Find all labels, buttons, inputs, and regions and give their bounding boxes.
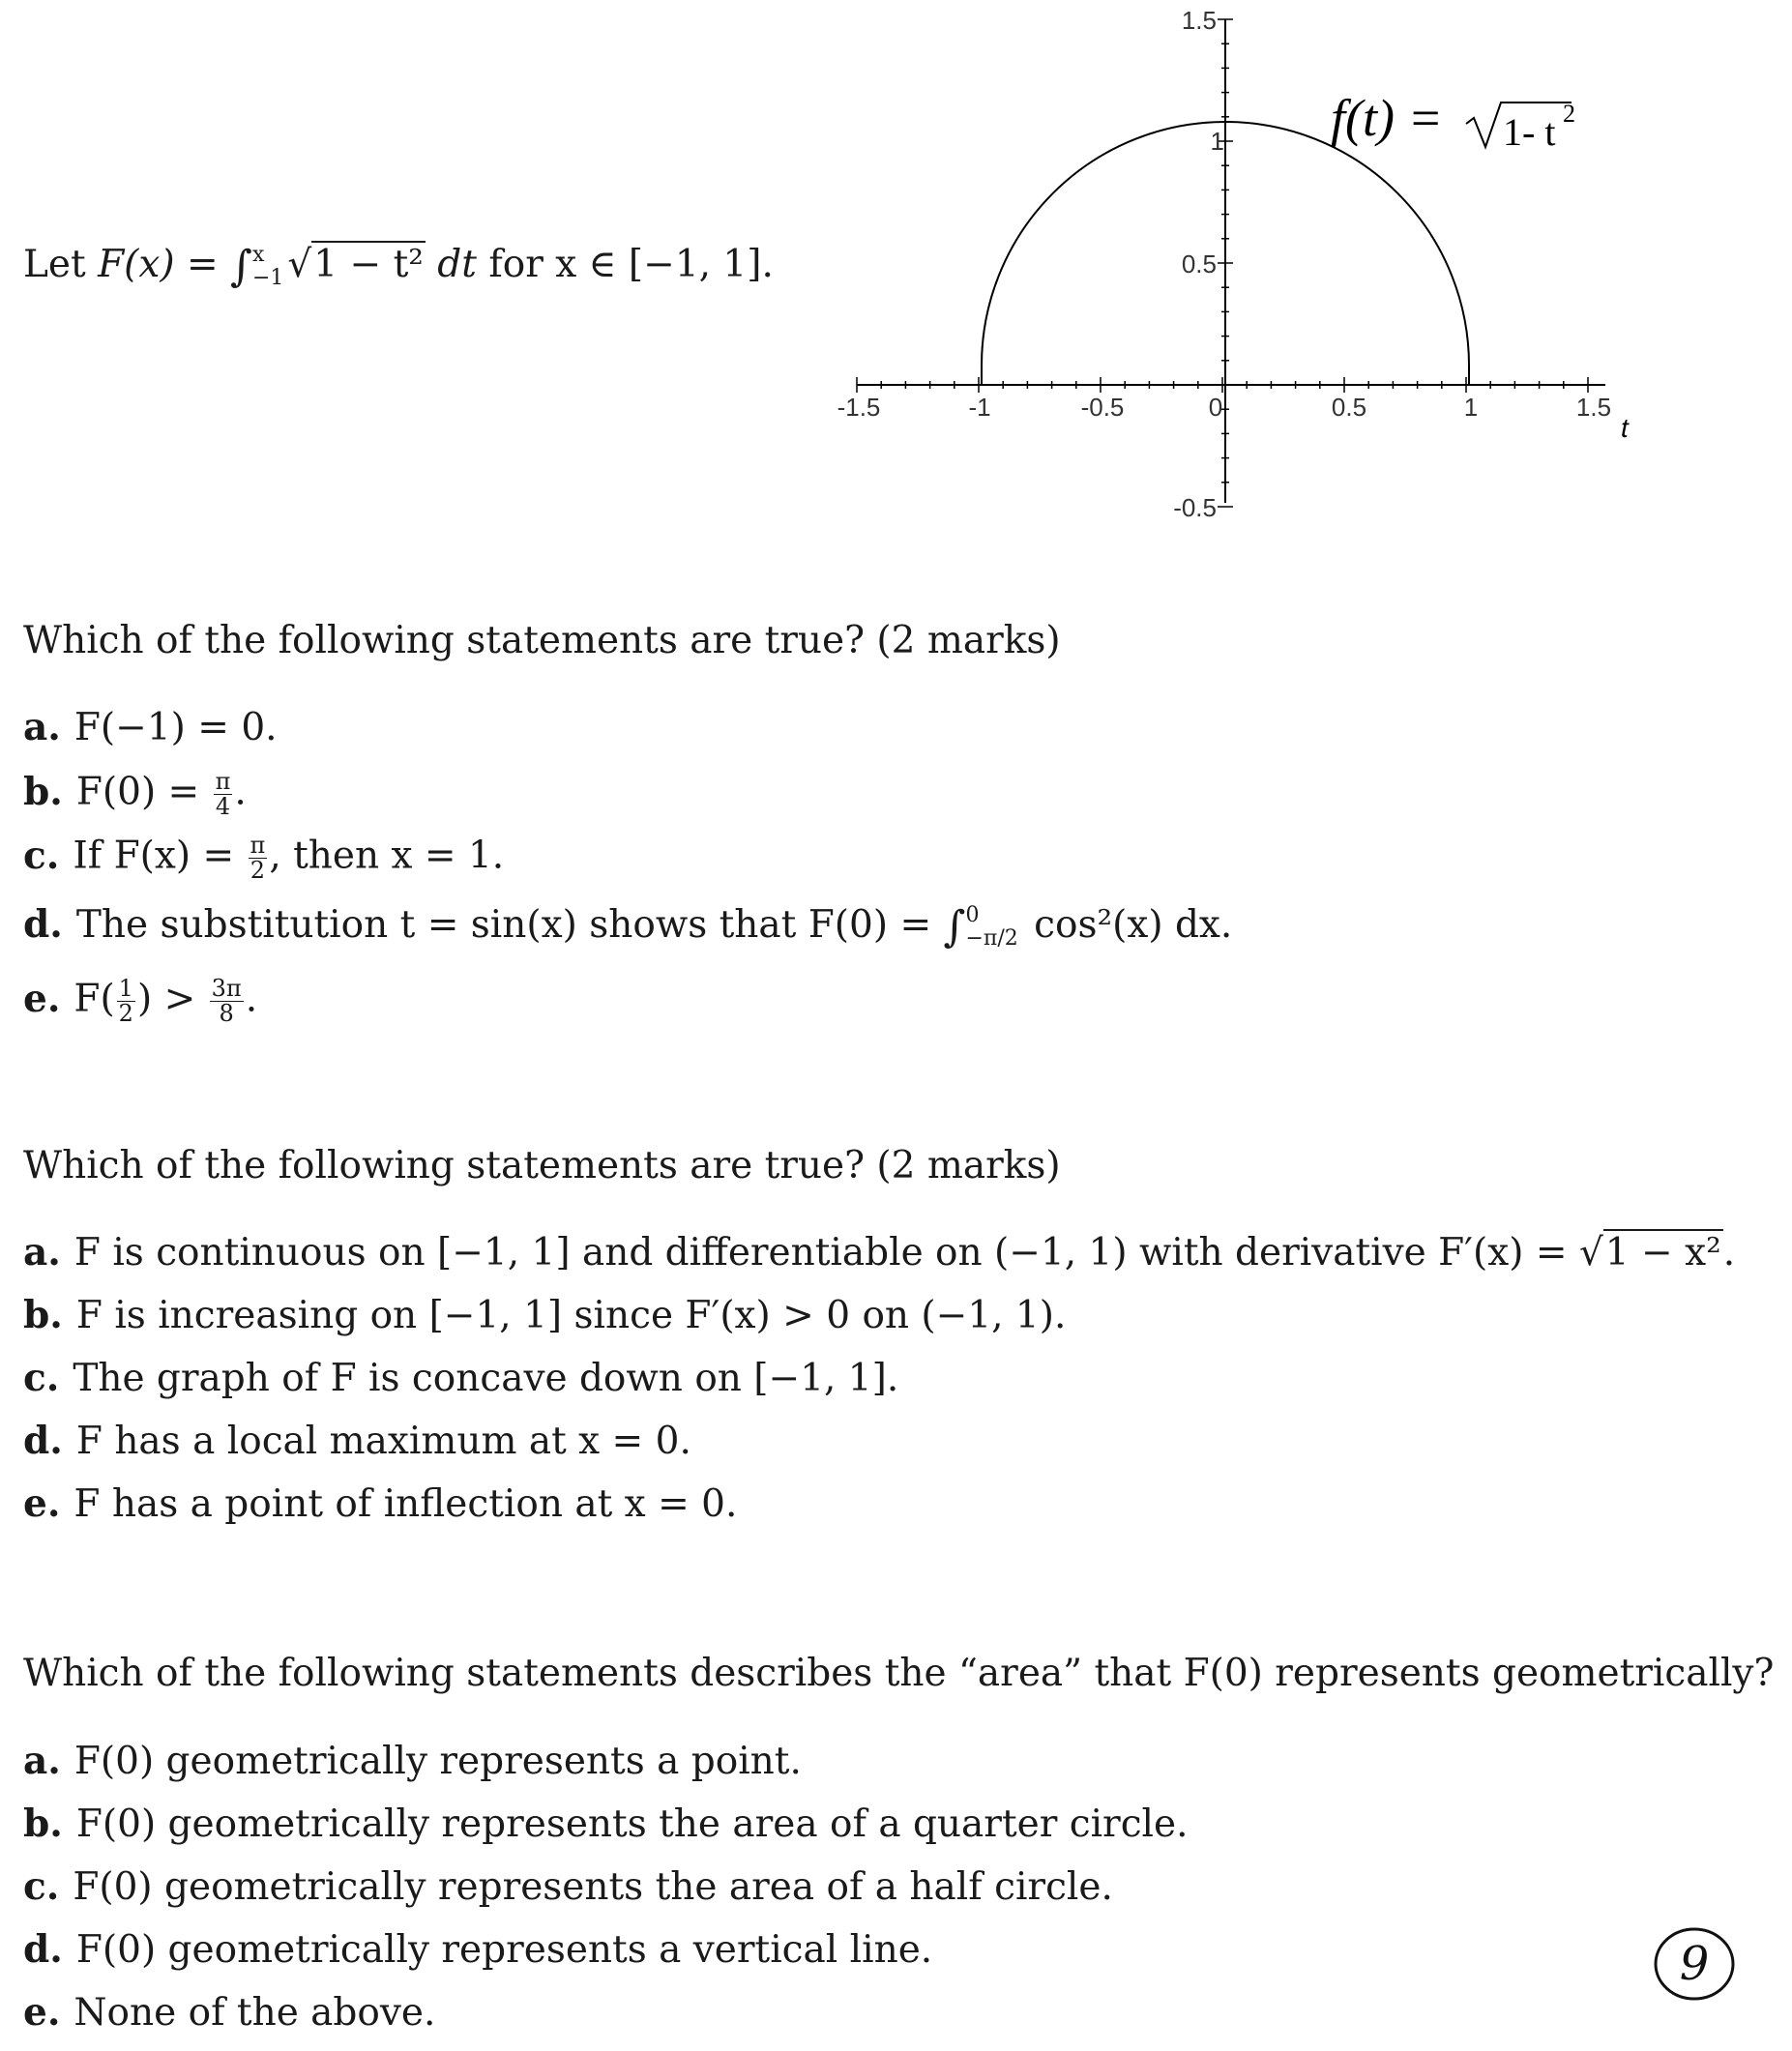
numerator: π (215, 768, 231, 795)
x-tick-label: -0.5 (1080, 393, 1125, 422)
intro-lead: Let (23, 243, 99, 286)
option-label: a. (23, 705, 61, 749)
y-tick-label: 1 (1210, 127, 1224, 156)
function-exponent: 2 (1563, 100, 1575, 128)
option-text: The graph of F is concave down on [−1, 1]. (73, 1357, 899, 1400)
option-text-end: cos²(x) dx. (1021, 903, 1233, 947)
intro-var: F(x) (98, 243, 175, 286)
option-text: F has a local maximum at x = 0. (75, 1420, 691, 1463)
option-label: b. (23, 1293, 63, 1337)
option-text: F is increasing on [−1, 1] since F′(x) > 0 on (−1, 1). (75, 1294, 1067, 1337)
y-tick-label: -0.5 (1173, 493, 1217, 522)
y-tick-label: 1.5 (1181, 6, 1217, 35)
option-label: c. (23, 1356, 60, 1400)
question-1-prompt: Which of the following statements are true? (2 marks) (23, 619, 1061, 662)
function-radicand: 1- t (1503, 110, 1556, 154)
x-tick-label: 0.5 (1331, 393, 1367, 422)
numerator: 3π (211, 975, 242, 1002)
option-text: None of the above. (73, 1991, 436, 2035)
integral-limits (252, 244, 283, 290)
question-3-prompt: Which of the following statements describes the “area” that F(0) represents geometrically? (23, 1652, 1775, 1695)
axis-variable-t: t (1621, 413, 1629, 443)
q1-option-b[interactable] (23, 770, 247, 819)
integral-sign: ∫ (943, 902, 966, 952)
option-label: e. (23, 1481, 61, 1526)
option-text: F( (73, 977, 115, 1021)
option-label: d. (23, 902, 63, 947)
q1-option-a[interactable] (23, 705, 278, 749)
option-label: c. (23, 1864, 60, 1909)
option-label: b. (23, 1802, 63, 1846)
x-tick-label: 1.5 (1575, 393, 1612, 422)
differential: dt (437, 243, 477, 286)
x-tick-label: -1 (968, 393, 991, 422)
q2-option-e[interactable] (23, 1481, 738, 1526)
semicircle-graph (803, 0, 1692, 542)
option-text-end: . (234, 770, 247, 814)
option-text: F(0) = (75, 770, 212, 814)
option-label: c. (23, 833, 60, 878)
numerator: 1 (118, 975, 133, 1002)
intro-tail: for x ∈ [−1, 1]. (476, 243, 774, 286)
denominator: 4 (215, 793, 231, 821)
option-label: d. (23, 1419, 63, 1463)
q3-option-b[interactable] (23, 1802, 1189, 1846)
y-minor-ticks (1218, 19, 1233, 507)
lower-limit: −π/2 (965, 926, 1018, 951)
q2-option-a[interactable] (23, 1230, 1736, 1275)
sqrt-expression: √1 − t² (287, 243, 424, 286)
radicand: 1 − x² (1604, 1231, 1721, 1275)
fraction (117, 977, 135, 1026)
q3-option-c[interactable] (23, 1864, 1113, 1909)
numerator: π (250, 832, 266, 859)
q3-option-e[interactable] (23, 1990, 436, 2035)
q3-option-d[interactable] (23, 1927, 933, 1972)
question-2-prompt: Which of the following statements are true? (2 marks) (23, 1144, 1061, 1187)
denominator: 2 (118, 1000, 133, 1028)
q3-option-a[interactable] (23, 1739, 802, 1783)
option-text: F has a point of inflection at x = 0. (73, 1482, 738, 1526)
option-label: a. (23, 1230, 61, 1275)
option-text: F(0) geometrically represents the area of a quarter circle. (75, 1802, 1189, 1846)
option-text: F(0) geometrically represents the area of a half circle. (73, 1865, 1113, 1909)
option-label: e. (23, 1990, 61, 2035)
integral-limits (965, 904, 1017, 951)
lower-limit: −1 (251, 266, 284, 290)
upper-limit: x (251, 242, 265, 267)
q2-option-d[interactable] (23, 1419, 691, 1463)
option-label: d. (23, 1927, 63, 1972)
q1-option-d[interactable] (23, 902, 1232, 951)
option-text: F(0) geometrically represents a point. (73, 1740, 802, 1783)
option-text-end: . (245, 977, 258, 1021)
fraction (210, 977, 244, 1026)
option-text-end: . (1722, 1231, 1736, 1275)
option-text-end: , then x = 1. (269, 834, 505, 878)
q2-option-c[interactable] (23, 1356, 899, 1400)
option-text: F(0) geometrically represents a vertical line. (75, 1928, 933, 1972)
integral-sign: ∫ (230, 242, 252, 291)
option-label: b. (23, 769, 63, 814)
option-text: If F(x) = (73, 834, 247, 878)
q1-option-c[interactable] (23, 834, 504, 883)
option-text: F(−1) = 0. (73, 706, 278, 749)
option-label: a. (23, 1739, 61, 1783)
function-label: f(t) = (1331, 89, 1443, 147)
option-text: F is continuous on [−1, 1] and differentiable on (−1, 1) with derivative F′(x) = (73, 1231, 1579, 1275)
x-tick-label: 0 (1208, 393, 1223, 422)
x-tick-label: 1 (1463, 393, 1479, 422)
definition-line (23, 242, 774, 290)
x-tick-label: -1.5 (837, 393, 881, 422)
sqrt-expression: √1 − x² (1578, 1231, 1721, 1275)
upper-limit: 0 (965, 902, 980, 927)
y-tick-label: 0.5 (1181, 249, 1217, 278)
page-number-text: 9 (1679, 1937, 1710, 1991)
intro-eq: = (174, 243, 231, 286)
fraction (249, 834, 268, 883)
denominator: 2 (250, 857, 266, 885)
option-label: e. (23, 976, 61, 1021)
option-text: The substitution t = sin(x) shows that F(0) = (75, 903, 944, 947)
fraction (214, 770, 233, 819)
radicand: 1 − t² (313, 243, 424, 286)
denominator: 8 (219, 1000, 234, 1028)
page-number-mark (1650, 1919, 1739, 2008)
option-text-mid: ) > (136, 977, 208, 1021)
q1-option-e[interactable] (23, 977, 257, 1026)
q2-option-b[interactable] (23, 1293, 1067, 1337)
